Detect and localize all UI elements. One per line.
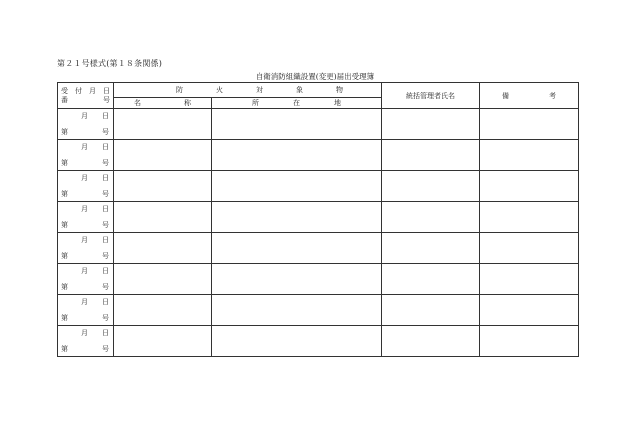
manager-name-header: 統括管理者氏名	[382, 83, 480, 109]
receipt-date: 月 日	[81, 236, 109, 244]
notes-cell[interactable]	[480, 264, 579, 295]
receipt-number: 第 号	[61, 283, 109, 291]
form-number: 第２１号様式(第１８条関係)	[57, 59, 163, 68]
receipt-number: 第 号	[61, 252, 109, 260]
receipt-cell[interactable]	[58, 326, 114, 357]
receipt-date: 月 日	[81, 112, 109, 120]
name-cell[interactable]	[114, 264, 212, 295]
location-cell[interactable]	[212, 326, 382, 357]
name-cell[interactable]	[114, 233, 212, 264]
notes-cell[interactable]	[480, 295, 579, 326]
receipt-date: 月 日	[81, 143, 109, 151]
receipt-number: 第 号	[61, 190, 109, 198]
receipt-cell[interactable]	[58, 171, 114, 202]
receipt-cell[interactable]	[58, 140, 114, 171]
manager-name-cell[interactable]	[382, 109, 480, 140]
receipt-cell[interactable]	[58, 202, 114, 233]
receipt-header-cell	[58, 83, 114, 109]
name-cell[interactable]	[114, 109, 212, 140]
fire-prevention-target-header: 防 火 対 象 物	[114, 83, 382, 98]
location-cell[interactable]	[212, 295, 382, 326]
receipt-number: 第 号	[61, 128, 109, 136]
receipt-date: 月 日	[81, 205, 109, 213]
name-cell[interactable]	[114, 140, 212, 171]
name-cell[interactable]	[114, 171, 212, 202]
receipt-date: 月 日	[81, 298, 109, 306]
notes-header: 備 考	[480, 83, 579, 109]
receipt-number: 第 号	[61, 221, 109, 229]
table-row	[58, 171, 579, 202]
notes-cell[interactable]	[480, 109, 579, 140]
receipt-number: 第 号	[61, 345, 109, 353]
location-header: 所 在 地	[212, 98, 382, 109]
table-row	[58, 264, 579, 295]
location-cell[interactable]	[212, 233, 382, 264]
manager-name-cell[interactable]	[382, 326, 480, 357]
receipt-number: 第 号	[61, 159, 109, 167]
receipt-cell[interactable]	[58, 233, 114, 264]
location-cell[interactable]	[212, 171, 382, 202]
notes-cell[interactable]	[480, 326, 579, 357]
location-cell[interactable]	[212, 109, 382, 140]
document-title: 自衛消防組織設置(変更)届出受理簿	[255, 72, 375, 81]
location-cell[interactable]	[212, 264, 382, 295]
location-cell[interactable]	[212, 140, 382, 171]
receipt-cell[interactable]	[58, 295, 114, 326]
receipt-cell[interactable]	[58, 109, 114, 140]
name-cell[interactable]	[114, 202, 212, 233]
receipt-date: 月 日	[81, 174, 109, 182]
notes-cell[interactable]	[480, 140, 579, 171]
name-cell[interactable]	[114, 326, 212, 357]
register-table	[57, 82, 579, 357]
manager-name-cell[interactable]	[382, 295, 480, 326]
name-cell[interactable]	[114, 295, 212, 326]
table-row	[58, 233, 579, 264]
manager-name-cell[interactable]	[382, 202, 480, 233]
receipt-number: 第 号	[61, 314, 109, 322]
notes-cell[interactable]	[480, 233, 579, 264]
receipt-date: 月 日	[81, 329, 109, 337]
manager-name-cell[interactable]	[382, 264, 480, 295]
manager-name-cell[interactable]	[382, 233, 480, 264]
table-row	[58, 202, 579, 233]
table-row	[58, 295, 579, 326]
notes-cell[interactable]	[480, 202, 579, 233]
location-cell[interactable]	[212, 202, 382, 233]
receipt-date-header: 受 付 月 日	[61, 87, 110, 95]
manager-name-cell[interactable]	[382, 171, 480, 202]
receipt-number-header: 番 号	[61, 96, 110, 104]
manager-name-cell[interactable]	[382, 140, 480, 171]
name-header: 名 称	[114, 98, 212, 109]
receipt-date: 月 日	[81, 267, 109, 275]
table-row	[58, 326, 579, 357]
table-row	[58, 140, 579, 171]
notes-cell[interactable]	[480, 171, 579, 202]
table-row	[58, 109, 579, 140]
receipt-cell[interactable]	[58, 264, 114, 295]
